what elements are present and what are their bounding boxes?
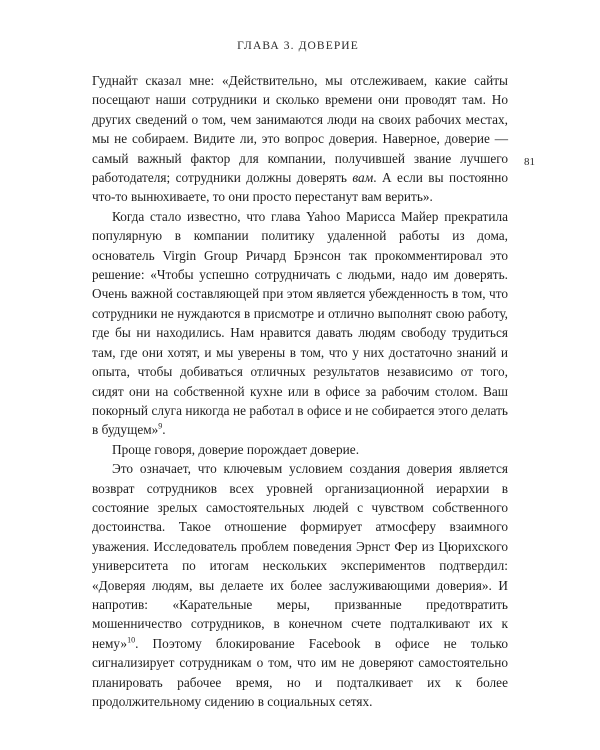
paragraph-4-text-end: . Поэтому блокирование Facebook в офисе не только сигнализирует сотрудникам о том, что им не доверяют самостоятельно планировать рабочее время, но и подталкивает их к более продолжительному сидению в социальных сетях.	[92, 635, 508, 709]
paragraph-4-text: Это означает, что ключевым условием создания доверия является возврат сотрудников всех уровней организационной иерархии в состояние зрелых самостоятельных людей с чувством собственного достоинства. Такое отношение формирует атмосферу взаимного уважения. Исследователь проблем поведения Эрнст Фер из Цюрихского университета по итогам нескольких экспериментов подтвердил: «Доверяя людям, вы делаете их более заслуживающими доверия». И напротив: «Карательные меры, призванные предотвратить мошенничество сотрудников, в конечном счете подталкивают их к нему»	[92, 461, 508, 651]
paragraph-2	[92, 207, 508, 440]
footnote-ref-10[interactable]: 10	[127, 635, 136, 645]
paragraph-2-text-end: .	[162, 422, 166, 438]
paragraph-1-text-a: Гуднайт сказал мне: «Действительно, мы отслеживаем, какие сайты посещают наши сотрудники и сколько времени они проводят там. Но других сведений о том, чем занимаются люди на своих рабочих местах, мы не собираем. Видите ли, это вопрос доверия. Наверное, доверие — самый важный фактор для компании, получившей звание лучшего работодателя; сотрудники должны доверять	[92, 73, 508, 186]
running-head: ГЛАВА 3. ДОВЕРИЕ	[237, 40, 359, 52]
paragraph-1-emphasis: вам	[352, 170, 374, 186]
paragraph-2-text: Когда стало известно, что глава Yahoo Марисса Майер прекратила популярную в компании политику удаленной работы из дома, основатель Virgin Group Ричард Брэнсон так прокомментировал это решение: «Чтобы успешно сотрудничать с людьми, надо им доверять. Очень важной составляющей при этом является убежденность в том, что сотрудники не нуждаются в присмотре и отлично выполнят свою работу, где бы ни находились. Нам нравится давать людям свободу трудиться там, где они хотят, и мы уверены в том, что у них достаточно знаний и опыта, чтобы добиваться отличных результатов независимо от того, сидят они на собственной кухне или в офисе за рабочим столом. Ваш покорный слуга никогда не работал в офисе и не собирается этого делать в будущем»	[92, 208, 508, 438]
paragraph-4	[92, 459, 508, 711]
paragraph-1-text-b: . А если вы постоянно что-то вынюхиваете, то они просто перестанут вам верить».	[92, 170, 508, 205]
paragraph-1	[92, 71, 508, 207]
footnote-ref-9[interactable]: 9	[158, 421, 163, 431]
page-number: 81	[524, 156, 535, 168]
paragraph-3	[92, 440, 508, 459]
paragraph-3-text: Проще говоря, доверие порождает доверие.	[112, 441, 360, 457]
body-text	[92, 71, 508, 711]
